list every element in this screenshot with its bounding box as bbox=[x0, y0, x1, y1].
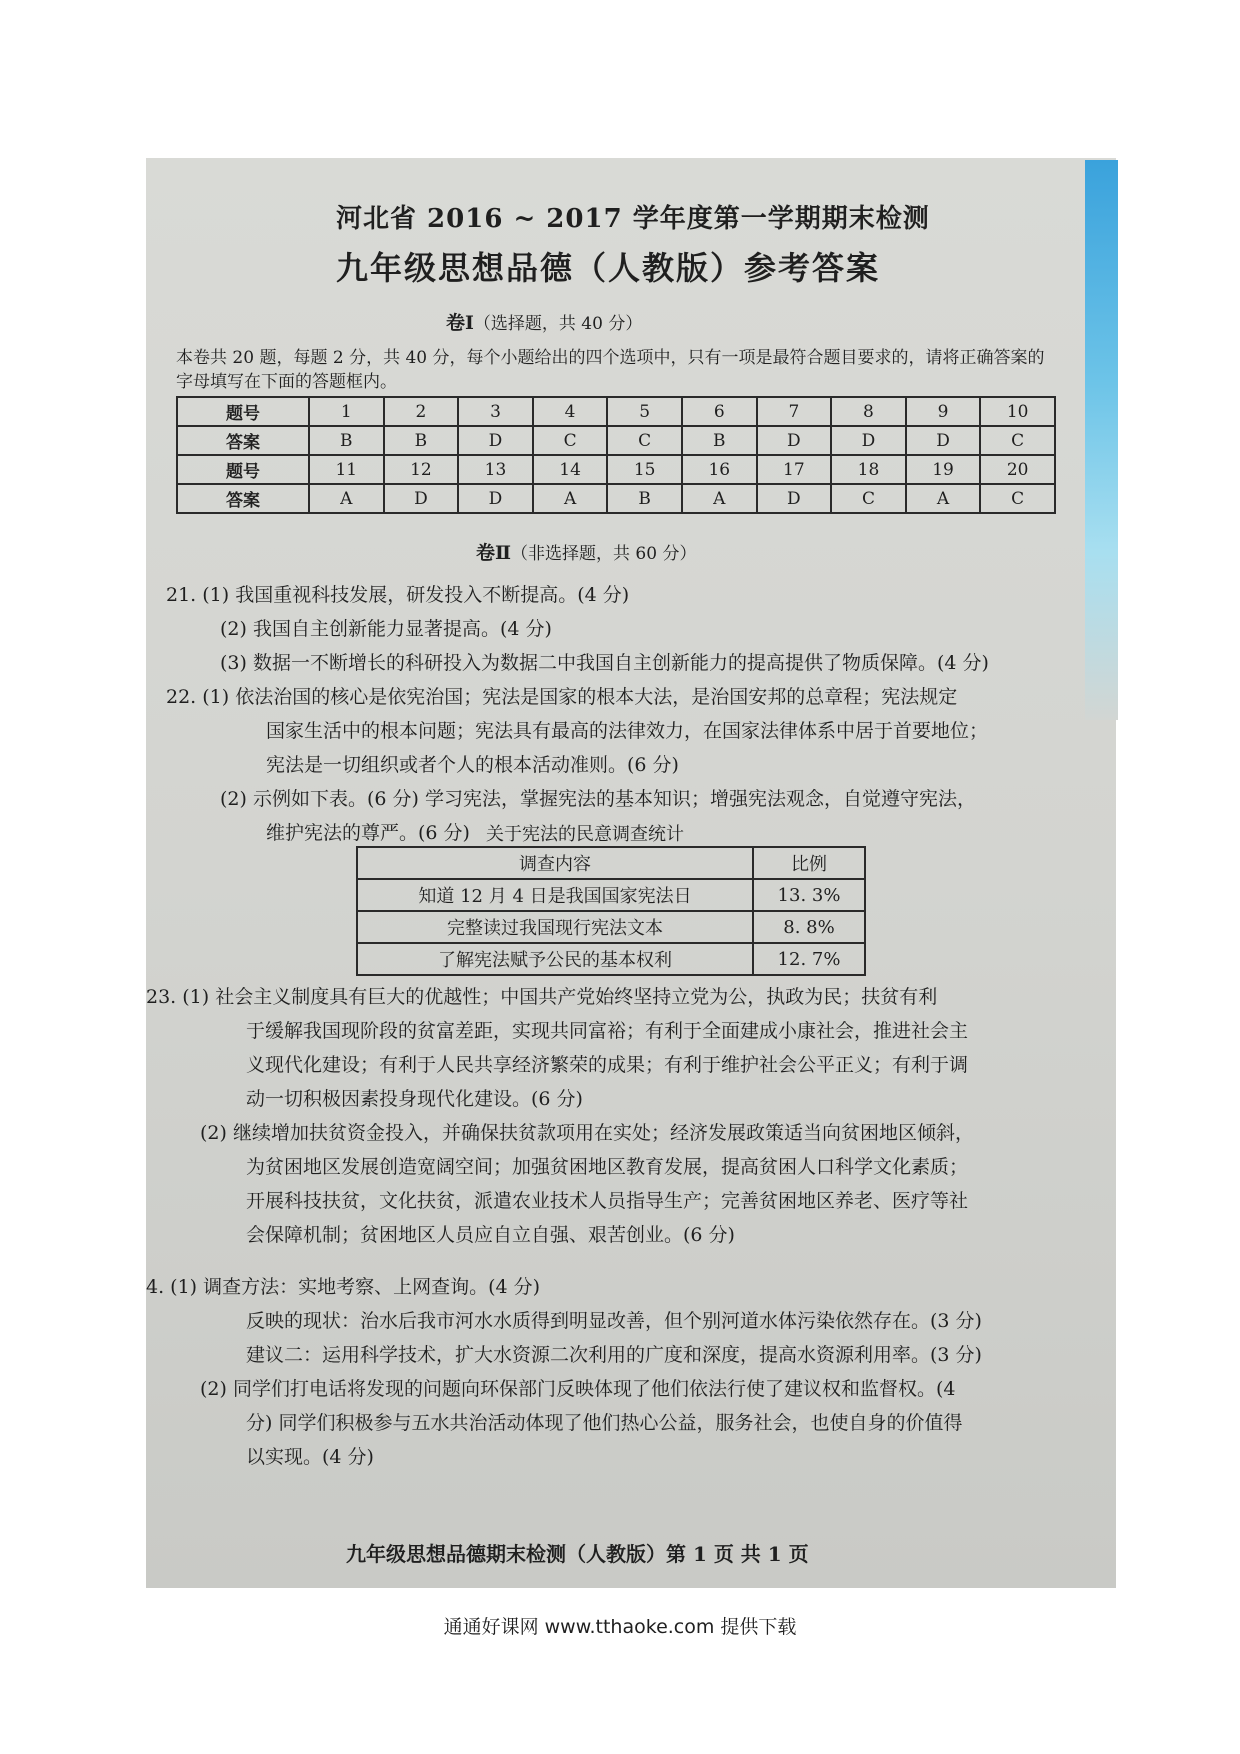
part1-heading: 卷Ⅰ（选择题，共 40 分） bbox=[446, 312, 643, 334]
table-label: 题号 bbox=[177, 397, 309, 426]
download-note: 通通好课网 www.tthaoke.com 提供下载 bbox=[443, 1616, 797, 1638]
table-cell: B bbox=[384, 426, 459, 455]
table-cell: D bbox=[458, 484, 533, 513]
answer-line: 4. (1) 调查方法：实地考察、上网查询。(4 分) bbox=[146, 1276, 541, 1298]
table-cell: D bbox=[757, 484, 832, 513]
table-cell: 完整读过我国现行宪法文本 bbox=[357, 911, 753, 943]
table-cell: 3 bbox=[458, 397, 533, 426]
table-cell: A bbox=[906, 484, 981, 513]
table-cell: B bbox=[682, 426, 757, 455]
table-row bbox=[177, 397, 1055, 426]
table-cell: 4 bbox=[533, 397, 608, 426]
table-cell: D bbox=[458, 426, 533, 455]
answer-line: 会保障机制；贫困地区人员应自立自强、艰苦创业。(6 分) bbox=[246, 1224, 735, 1246]
exam-title: 河北省 2016 ~ 2017 学年度第一学期期末检测 bbox=[336, 204, 930, 234]
table-row bbox=[357, 879, 865, 911]
table-cell: 知道 12 月 4 日是我国国家宪法日 bbox=[357, 879, 753, 911]
table-row bbox=[357, 943, 865, 975]
table-cell: 13. 3% bbox=[753, 879, 865, 911]
table-cell: C bbox=[831, 484, 906, 513]
table-cell: 8 bbox=[831, 397, 906, 426]
answer-line: 国家生活中的根本问题；宪法具有最高的法律效力，在国家法律体系中居于首要地位； bbox=[266, 720, 989, 742]
background-object bbox=[1085, 160, 1118, 720]
table-cell: 12 bbox=[384, 455, 459, 484]
part2-heading: 卷Ⅱ（非选择题，共 60 分） bbox=[476, 542, 697, 564]
table-row bbox=[357, 911, 865, 943]
table-cell: 14 bbox=[533, 455, 608, 484]
answer-sheet bbox=[146, 158, 1086, 1588]
table-cell: C bbox=[980, 426, 1055, 455]
answer-line: (2) 继续增加扶贫资金投入，并确保扶贫款项用在实处；经济发展政策适当向贫困地区倾斜， bbox=[200, 1122, 974, 1144]
table-cell: 了解宪法赋予公民的基本权利 bbox=[357, 943, 753, 975]
answer-line: 21. (1) 我国重视科技发展，研发投入不断提高。(4 分) bbox=[166, 584, 630, 606]
table-label: 答案 bbox=[177, 484, 309, 513]
table-cell: 2 bbox=[384, 397, 459, 426]
table-row bbox=[177, 426, 1055, 455]
part1-instructions: 本卷共 20 题，每题 2 分，共 40 分，每个小题给出的四个选项中，只有一项是最符合题目要求的，请将正确答案的字母填写在下面的答题框内。 bbox=[176, 348, 1045, 392]
table-cell: C bbox=[607, 426, 682, 455]
table-cell: 8. 8% bbox=[753, 911, 865, 943]
question-23 bbox=[146, 980, 1086, 1252]
table-cell: 5 bbox=[607, 397, 682, 426]
table-cell: D bbox=[757, 426, 832, 455]
answer-line: 为贫困地区发展创造宽阔空间；加强贫困地区教育发展，提高贫困人口科学文化素质； bbox=[246, 1156, 969, 1178]
table-cell: 19 bbox=[906, 455, 981, 484]
table-cell: C bbox=[980, 484, 1055, 513]
question-24 bbox=[146, 1270, 1086, 1474]
answer-line: 23. (1) 社会主义制度具有巨大的优越性；中国共产党始终坚持立党为公，执政为民；扶贫有利 bbox=[146, 986, 938, 1008]
table-row bbox=[177, 455, 1055, 484]
survey-table bbox=[356, 846, 866, 976]
survey-caption: 关于宪法的民意调查统计 bbox=[486, 824, 684, 845]
table-cell: C bbox=[533, 426, 608, 455]
answer-line: 以实现。(4 分) bbox=[246, 1446, 374, 1468]
answer-line: (3) 数据一不断增长的科研投入为数据二中我国自主创新能力的提高提供了物质保障。(4 分) bbox=[220, 652, 989, 674]
table-cell: 10 bbox=[980, 397, 1055, 426]
answer-line: 分) 同学们积极参与五水共治活动体现了他们热心公益，服务社会，也使自身的价值得 bbox=[246, 1412, 963, 1434]
answer-line: (2) 示例如下表。(6 分) 学习宪法，掌握宪法的基本知识；增强宪法观念，自觉遵守宪法， bbox=[220, 788, 976, 810]
table-label: 答案 bbox=[177, 426, 309, 455]
table-cell: A bbox=[533, 484, 608, 513]
answer-line: (2) 我国自主创新能力显著提高。(4 分) bbox=[220, 618, 552, 640]
table-cell: 20 bbox=[980, 455, 1055, 484]
table-row bbox=[177, 484, 1055, 513]
answer-key-title: 九年级思想品德（人教版）参考答案 bbox=[336, 249, 881, 287]
table-cell: 9 bbox=[906, 397, 981, 426]
table-row bbox=[357, 847, 865, 879]
table-cell: B bbox=[607, 484, 682, 513]
table-header: 比例 bbox=[753, 847, 865, 879]
table-cell: D bbox=[831, 426, 906, 455]
answer-line: 22. (1) 依法治国的核心是依宪治国；宪法是国家的根本大法，是治国安邦的总章程；宪法规定 bbox=[166, 686, 958, 708]
table-cell: 11 bbox=[309, 455, 384, 484]
table-cell: 18 bbox=[831, 455, 906, 484]
table-cell: 15 bbox=[607, 455, 682, 484]
scanned-photo bbox=[146, 158, 1116, 1588]
table-cell: D bbox=[384, 484, 459, 513]
table-cell: 12. 7% bbox=[753, 943, 865, 975]
answer-line: 于缓解我国现阶段的贫富差距，实现共同富裕；有利于全面建成小康社会，推进社会主 bbox=[246, 1020, 969, 1042]
table-cell: A bbox=[682, 484, 757, 513]
answer-line: 开展科技扶贫，文化扶贫，派遣农业技术人员指导生产；完善贫困地区养老、医疗等社 bbox=[246, 1190, 969, 1212]
table-cell: 1 bbox=[309, 397, 384, 426]
table-cell: 13 bbox=[458, 455, 533, 484]
question-21 bbox=[166, 578, 1066, 680]
page-footer: 九年级思想品德期末检测（人教版）第 1 页 共 1 页 bbox=[346, 1542, 809, 1566]
answer-line: 宪法是一切组织或者个人的根本活动准则。(6 分) bbox=[266, 754, 679, 776]
table-cell: 16 bbox=[682, 455, 757, 484]
table-header: 调查内容 bbox=[357, 847, 753, 879]
answer-line: 建议二：运用科学技术，扩大水资源二次利用的广度和深度，提高水资源利用率。(3 分) bbox=[246, 1344, 982, 1366]
table-cell: 6 bbox=[682, 397, 757, 426]
answer-line: 动一切积极因素投身现代化建设。(6 分) bbox=[246, 1088, 583, 1110]
table-cell: A bbox=[309, 484, 384, 513]
table-cell: 7 bbox=[757, 397, 832, 426]
answer-table bbox=[176, 396, 1056, 514]
answer-line: (2) 同学们打电话将发现的问题向环保部门反映体现了他们依法行使了建议权和监督权。(4 bbox=[200, 1378, 956, 1400]
table-label: 题号 bbox=[177, 455, 309, 484]
answer-line: 义现代化建设；有利于人民共享经济繁荣的成果；有利于维护社会公平正义；有利于调 bbox=[246, 1054, 969, 1076]
table-cell: D bbox=[906, 426, 981, 455]
table-cell: 17 bbox=[757, 455, 832, 484]
answer-line: 维护宪法的尊严。(6 分) bbox=[266, 822, 470, 844]
answer-line: 反映的现状：治水后我市河水水质得到明显改善，但个别河道水体污染依然存在。(3 分) bbox=[246, 1310, 982, 1332]
table-cell: B bbox=[309, 426, 384, 455]
